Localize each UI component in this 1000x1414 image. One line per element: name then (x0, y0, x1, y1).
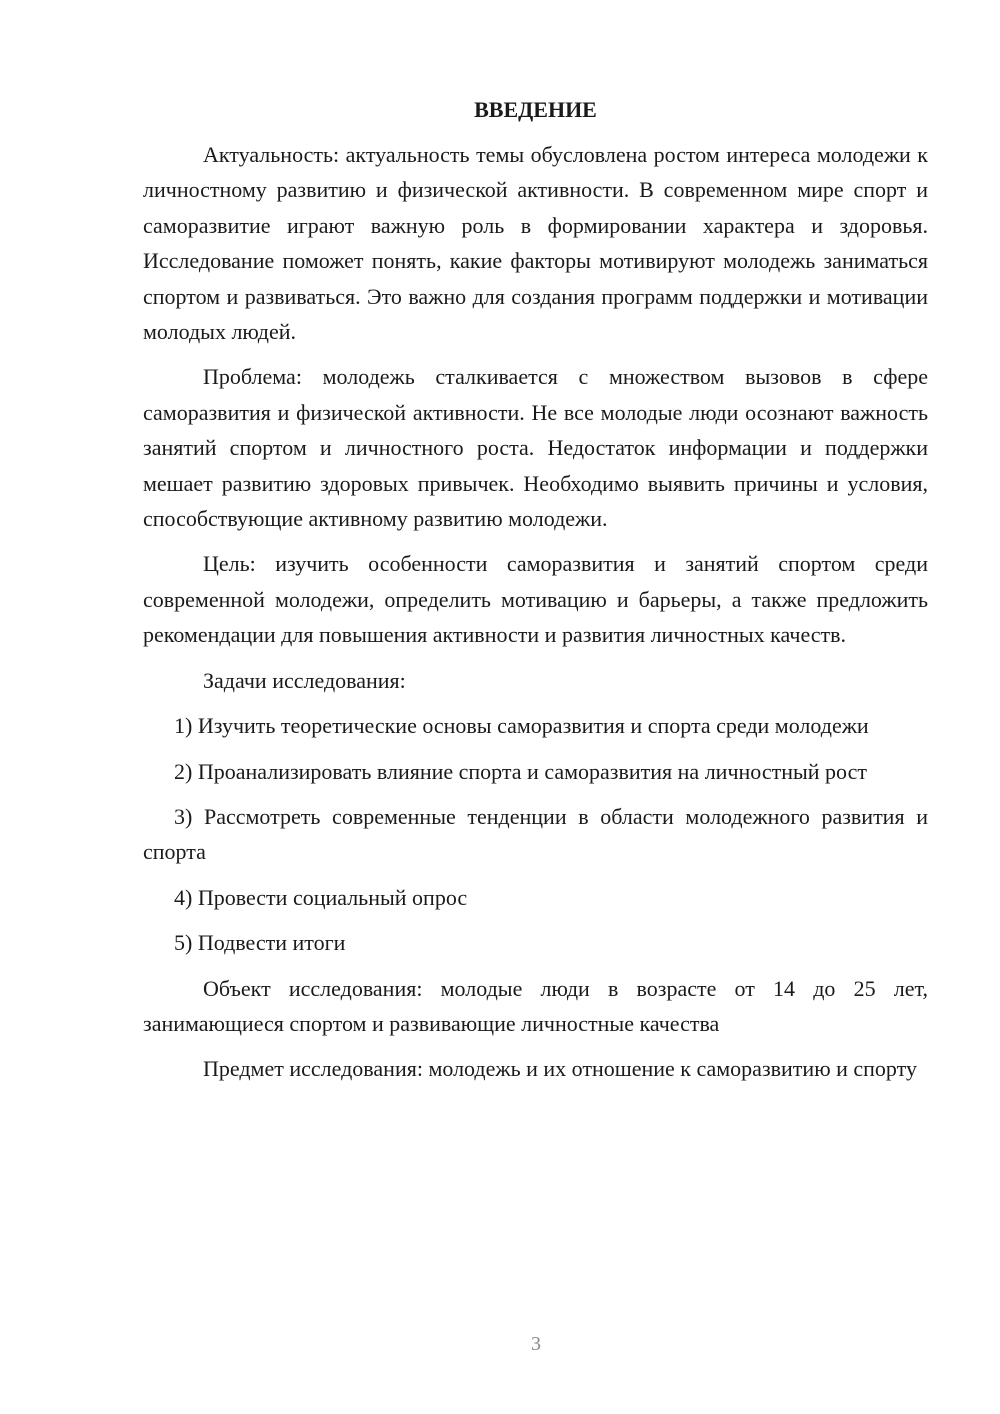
tasks-heading: Задачи исследования: (203, 667, 406, 693)
task-item-1: 1) Изучить теоретические основы саморазвития и спорта среди молодежи (174, 713, 869, 739)
problem-paragraph: Проблема: молодежь сталкивается с множеством вызовов в сфере саморазвития и физической активности. Не все молодые люди осознают важность занятий спортом и личностного роста. Недостаток информации и поддержки мешает развитию здоровых привычек. Необходимо выявить причины и условия, способствующие активному развитию молодежи. (143, 364, 928, 532)
relevance-paragraph: Актуальность: актуальность темы обусловлена ростом интереса молодежи к личностному развитию и физической активности. В современном мире спорт и саморазвитие играют важную роль в формировании характера и здоровья. Исследование поможет понять, какие факторы мотивируют молодежь заниматься спортом и развиваться. Это важно для создания программ поддержки и мотивации молодых людей. (143, 142, 928, 345)
document-page (143, 95, 928, 1097)
task-item-3: 3) Рассмотреть современные тенденции в области молодежного развития и спорта (143, 803, 928, 865)
task-item-2: 2) Проанализировать влияние спорта и саморазвития на личностный рост (174, 758, 867, 784)
task-item-5: 5) Подвести итоги (174, 930, 346, 956)
page-number: 3 (531, 1333, 541, 1355)
task-item-4: 4) Провести социальный опрос (174, 884, 468, 910)
page-title: ВВЕДЕНИЕ (474, 97, 597, 122)
subject-paragraph: Предмет исследования: молодежь и их отношение к саморазвитию и спорту (203, 1056, 917, 1082)
goal-paragraph: Цель: изучить особенности саморазвития и занятий спортом среди современной молодежи, определить мотивацию и барьеры, а также предложить рекомендации для повышения активности и развития личностных качеств. (143, 551, 928, 648)
object-paragraph: Объект исследования: молодые люди в возрасте от 14 до 25 лет, занимающиеся спортом и развивающие личностные качества (143, 975, 928, 1036)
